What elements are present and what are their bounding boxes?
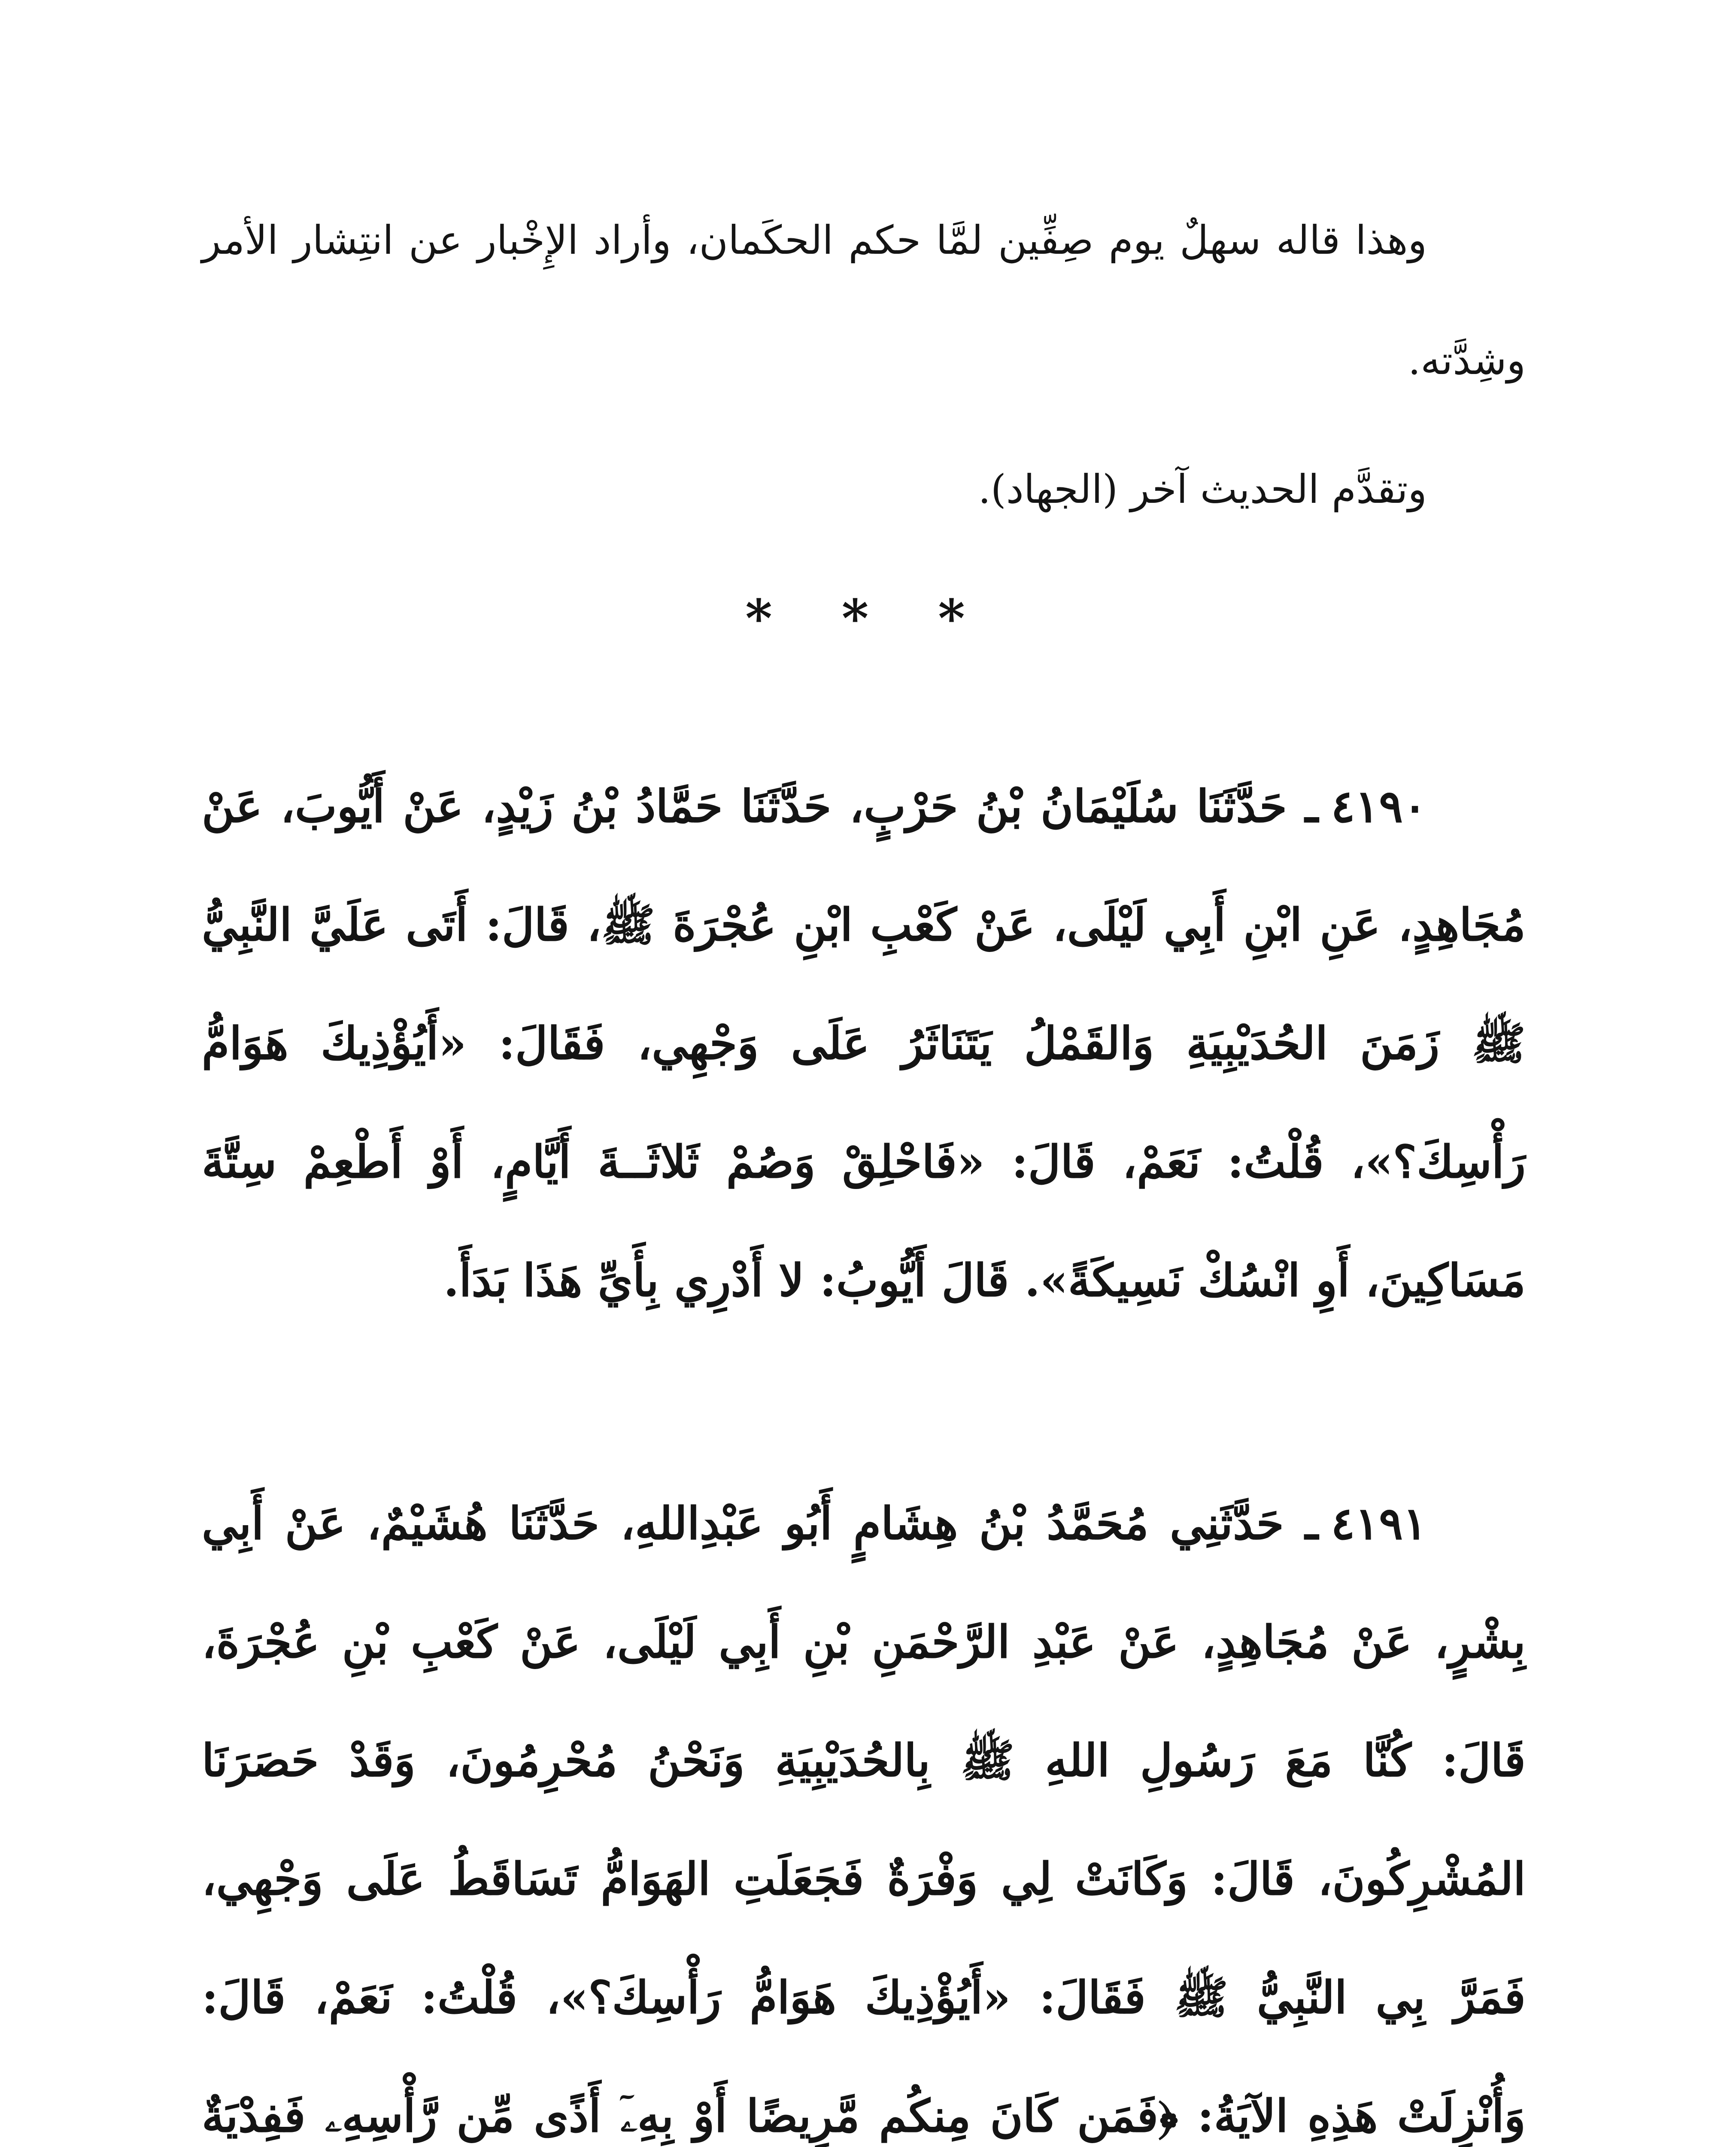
hadith-number: ٤١٩١ — [1331, 1497, 1427, 1550]
commentary-paragraph: وهذا قاله سهلٌ يوم صِفِّين لمَّا حكم الحكَمان، وأراد الإِخْبار عن انتِشار الأمر وشِدَّته. — [202, 217, 1526, 383]
hadith-paragraph — [202, 1464, 1526, 2147]
hadith-text: حَدَّثَنَا سُلَيْمَانُ بْنُ حَرْبٍ، حَدَّثَنَا حَمَّادُ بْنُ زَيْدٍ، عَنْ أَيُّوبَ، عَنْ مُجَاهِدٍ، عَنِ ابْنِ أَبِي لَيْلَى، عَنْ كَعْبِ ابْنِ عُجْرَةَ ﷺ، قَالَ: أَتَى عَلَيَّ النَّبِيُّ ﷺ زَمَنَ الحُدَيْبِيَةِ وَالقَمْلُ يَتَنَاثَرُ عَلَى وَجْهِي، فَقَالَ: «أَيُؤْذِيكَ هَوَامُّ رَأْسِكَ؟»، قُلْتُ: نَعَمْ، قَالَ: «فَاحْلِقْ وَصُمْ ثَلاثَــةَ أَيَّامٍ، أَوْ أَطْعِمْ سِتَّةَ مَسَاكِينَ، أَوِ انْسُكْ نَسِيكَةً». قَالَ أَيُّوبُ: لا أَدْرِي بِأَيِّ هَذَا بَدَأَ. — [202, 780, 1526, 1307]
section-separator: * * * — [745, 588, 991, 649]
hadith-paragraph — [202, 747, 1526, 1340]
hadith-number: ٤١٩٠ — [1331, 780, 1427, 833]
hadith-text: حَدَّثَنِي مُحَمَّدُ بْنُ هِشَامٍ أَبُو عَبْدِاللهِ، حَدَّثَنَا هُشَيْمٌ، عَنْ أَبِي بِشْرٍ، عَنْ مُجَاهِدٍ، عَنْ عَبْدِ الرَّحْمَنِ بْنِ أَبِي لَيْلَى، عَنْ كَعْبِ بْنِ عُجْرَةَ، قَالَ: كُنَّا مَعَ رَسُولِ اللهِ ﷺ بِالحُدَيْبِيَةِ وَنَحْنُ مُحْرِمُونَ، وَقَدْ حَصَرَنَا المُشْرِكُونَ، قَالَ: وَكَانَتْ لِي وَفْرَةٌ فَجَعَلَتِ الهَوَامُّ تَسَاقَطُ عَلَى وَجْهِي، فَمَرَّ بِي النَّبِيُّ ﷺ فَقَالَ: «أَيُؤْذِيكَ هَوَامُّ رَأْسِكَ؟»، قُلْتُ: نَعَمْ، قَالَ: وَأُنْزِلَتْ هَذِهِ الآيَةُ: ﴿فَمَن كَانَ مِنكُم مَّرِيضًا أَوْ بِهِۦٓ أَذًى مِّن رَّأْسِهِۦ فَفِدْيَةٌ — [202, 1497, 1526, 2142]
commentary-block — [202, 180, 1526, 550]
hadith-dash: ـ — [1305, 1497, 1318, 1550]
hadith-dash: ـ — [1305, 780, 1318, 833]
commentary-paragraph: وتقدَّم الحديث آخر (الجهاد). — [978, 466, 1427, 512]
